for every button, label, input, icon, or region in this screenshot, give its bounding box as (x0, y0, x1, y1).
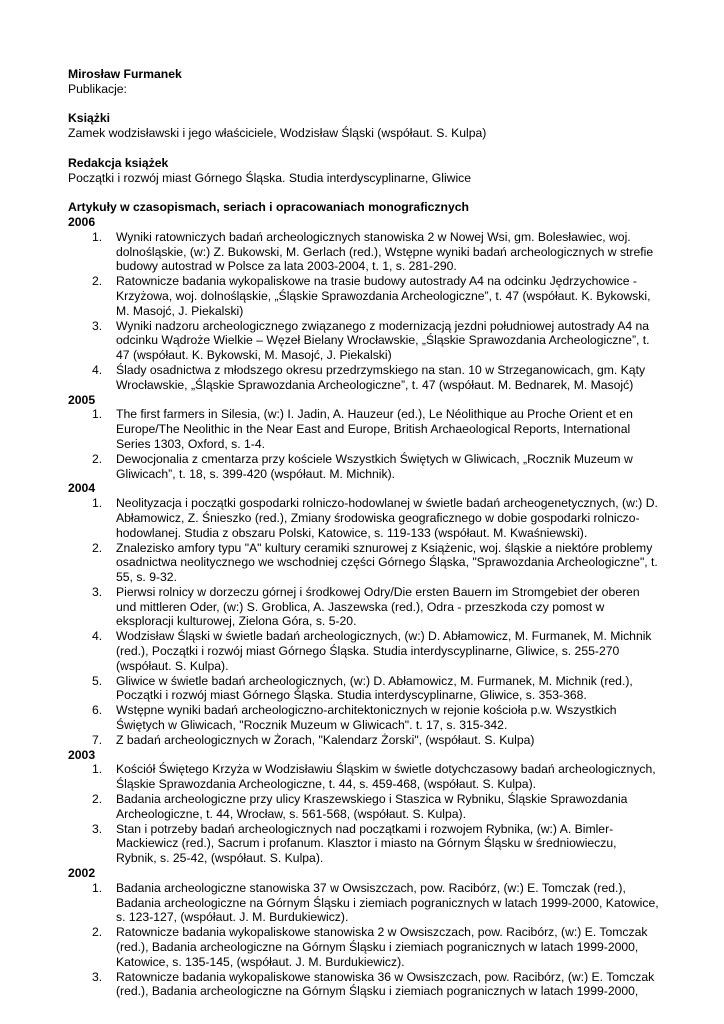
item-text-line: hodowlanej. Studia z obszaru Polski, Katowice, s. 119-133 (współaut. M. Kwaśniewski). (116, 525, 588, 540)
spacer (68, 185, 668, 200)
item-number: 1. (92, 762, 103, 777)
publication-item (92, 792, 668, 822)
item-text-line: 47 (współaut. K. Bykowski, M. Masojć, J. Piekalski) (116, 348, 392, 363)
item-text-line: eksploracji kulturowej, Zielona Góra, s. 5-20. (116, 614, 357, 629)
spacer (68, 97, 668, 112)
year-heading: 2005 (68, 392, 96, 407)
item-number: 3. (92, 584, 103, 599)
item-text-line: Neolityzacja i początki gospodarki rolniczo-hodowlanej w świetle badań archeogenetycznych, (w:) D. (116, 496, 658, 511)
publication-item (92, 584, 668, 629)
books-heading: Książki (68, 111, 111, 126)
year-heading: 2004 (68, 481, 96, 496)
item-text-line: Początki i rozwój miast Górnego Śląska. Studia interdyscyplinarne, Gliwice, s. 353-368. (116, 688, 587, 703)
item-text-line: Krzyżowa, woj. dolnośląskie, „Śląskie Sprawozdania Archeologiczne”, t. 47 (współaut. K. Bykowski, (116, 288, 651, 303)
item-text-line: Wstępne wyniki badań archeologiczno-architektonicznych w rejonie kościoła p.w. Wszystkich (116, 703, 617, 718)
document-page (68, 67, 668, 999)
document-subtitle: Publikacje: (68, 81, 127, 96)
item-text-line: (red.), Początki i rozwój miast Górnego Śląska. Studia interdyscyplinarne, Gliwice, s. 255-270 (116, 644, 620, 659)
item-text-line: Archeologiczne, t. 44, Wrocław, s. 561-568, (współaut. S. Kulpa). (116, 806, 467, 821)
item-number: 3. (92, 821, 103, 836)
publication-list (68, 881, 668, 999)
item-text-line: Mackiewicz (red.), Sacrum i profanum. Klasztor i miasto na Górnym Śląsku w średniowieczu, (116, 836, 617, 851)
item-text-line: Wrocławskie, „Śląskie Sprawozdania Archeologiczne”, t. 47 (współaut. M. Bednarek, M. Masojć) (116, 377, 634, 392)
item-text-line: Ratownicze badania wykopaliskowe stanowiska 2 w Owsiszczach, pow. Racibórz, (w:) E. Tomczak (116, 925, 648, 940)
item-number: 2. (92, 274, 103, 289)
item-text-line: Badania archeologiczne przy ulicy Kraszewskiego i Staszica w Rybniku, Śląskie Sprawozdania (116, 792, 628, 807)
publication-item (92, 496, 668, 540)
item-number: 2. (92, 540, 103, 555)
item-text-line: Series 1303, Oxford, s. 1-4. (116, 436, 266, 451)
item-number: 1. (92, 407, 103, 422)
publication-item (92, 925, 668, 969)
item-number: 6. (92, 703, 103, 718)
item-text-line: Z badań archeologicznych w Żorach, "Kalendarz Żorski", (współaut. S. Kulpa) (116, 732, 535, 747)
item-text-line: Ratownicze badania wykopaliskowe stanowiska 36 w Owsiszczach, pow. Racibórz, (w:) E. Tomczak (116, 969, 655, 984)
item-text-line: Wyniki nadzoru archeologicznego związanego z modernizacją jezdni południowej autostrady A4 na (116, 318, 650, 333)
publication-item (92, 673, 668, 704)
item-text-line: (red.), Badania archeologiczne na Górnym Śląsku i ziemiach pogranicznych w latach 1999-2000, (116, 984, 639, 999)
item-text-line: budowy autostrad w Polsce za lata 2003-2004, t. 1, s. 281-290. (116, 259, 457, 274)
item-text-line: Stan i potrzeby badań archeologicznych nad początkami i rozwojem Rybnika, (w:) A. Bimler- (116, 821, 614, 836)
item-number: 2. (92, 451, 103, 466)
publication-list (68, 762, 668, 866)
item-text-line: The first farmers in Silesia, (w:) I. Jadin, A. Hauzeur (ed.), Le Néolithique au Proche Orient et en (116, 407, 633, 422)
item-number: 2. (92, 792, 103, 807)
item-text-line: (red.), Badania archeologiczne na Górnym Śląsku i ziemiach pogranicznych w latach 1999-2000, (116, 940, 639, 955)
publication-list (68, 230, 668, 393)
item-text-line: Gliwice w świetle badań archeologicznych, (w:) D. Abłamowicz, M. Furmanek, M. Michnik (red.), (116, 673, 633, 688)
item-text-line: 55, s. 9-32. (116, 570, 177, 585)
year-heading: 2006 (68, 214, 96, 229)
item-number: 3. (92, 318, 103, 333)
publication-item (92, 821, 668, 866)
item-text-line: Ratownicze badania wykopaliskowe na trasie budowy autostrady A4 na odcinku Jędrzychowice - (116, 274, 637, 289)
item-number: 4. (92, 362, 103, 377)
year-heading: 2003 (68, 747, 96, 762)
item-number: 1. (92, 496, 103, 511)
item-text-line: Śląskie Sprawozdania Archeologiczne, t. 44, s. 459-468, (współaut. S. Kulpa). (116, 777, 537, 792)
articles-by-year (68, 215, 668, 999)
item-text-line: Abłamowicz, Z. Śnieszko (red.), Zmiany środowiska geograficznego w dobie gospodarki rolniczo- (116, 510, 640, 525)
item-text-line: osadnictwa neolitycznego we wschodniej części Górnego Śląska, "Sprawozdania Archeologiczne", t. (116, 555, 658, 570)
item-number: 3. (92, 969, 103, 984)
edited-books-heading: Redakcja książek (68, 155, 169, 170)
item-number: 2. (92, 925, 103, 940)
spacer (68, 141, 668, 156)
publication-list (68, 496, 668, 748)
publication-item (92, 762, 668, 792)
publication-item (92, 629, 668, 673)
year-heading: 2002 (68, 866, 96, 881)
item-text-line: Kościół Świętego Krzyża w Wodzisławiu Śląskim w świetle dotychczasowy badań archeologicznych, (116, 762, 656, 777)
item-number: 1. (92, 880, 103, 895)
publication-item (92, 703, 668, 733)
item-text-line: Badania archeologiczne stanowiska 37 w Owsiszczach, pow. Racibórz, (w:) E. Tomczak (red.), (116, 880, 626, 895)
item-text-line: Dewocjonalia z cmentarza przy kościele Wszystkich Świętych w Gliwicach, „Rocznik Muzeum w (116, 451, 633, 466)
publication-item (92, 407, 668, 451)
item-text-line: s. 123-127, (współaut. J. M. Burdukiewicz). (116, 910, 349, 925)
item-text-line: dolnośląskie, (w:) Z. Bukowski, M. Gerlach (red.), Wstępne wyniki badań archeologicznych w strefie (116, 244, 654, 259)
publication-item (92, 318, 668, 363)
publication-item (92, 732, 668, 748)
item-number: 5. (92, 673, 103, 688)
publication-item (92, 880, 668, 925)
articles-heading: Artykuły w czasopismach, seriach i opracowaniach monograficznych (68, 200, 469, 215)
item-text-line: (współaut. S. Kulpa). (116, 658, 229, 673)
publication-item (92, 969, 668, 1000)
item-number: 1. (92, 229, 103, 244)
item-text-line: Wyniki ratowniczych badań archeologicznych stanowiska 2 w Nowej Wsi, gm. Bolesławiec, woj. (116, 229, 631, 244)
item-text-line: Pierwsi rolnicy w dorzeczu górnej i środkowej Odry/Die ersten Bauern im Stromgebiet der oberen (116, 584, 640, 599)
item-text-line: odcinku Wądroże Wielkie – Węzeł Bielany Wrocławskie, „Śląskie Sprawozdania Archeologiczne”, t. (116, 333, 650, 348)
publication-item (92, 451, 668, 482)
publication-item (92, 362, 668, 393)
item-text-line: und mittleren Oder, (w:) S. Groblica, A. Jaszewska (red.), Odra - przeszkoda czy pomost w (116, 599, 605, 614)
item-number: 7. (92, 732, 103, 747)
item-text-line: Ślady osadnictwa z młodszego okresu przedrzymskiego na stan. 10 w Strzeganowicach, gm. Kąty (116, 362, 646, 377)
publication-item (92, 274, 668, 318)
item-text-line: Europe/The Neolithic in the Near East and Europe, British Archaeological Reports, International (116, 422, 631, 437)
books-entry: Zamek wodzisławski i jego właściciele, Wodzisław Śląski (współaut. S. Kulpa) (68, 126, 487, 141)
item-text-line: Katowice, s. 135-145, (współaut. J. M. Burdukiewicz). (116, 954, 405, 969)
item-text-line: Rybnik, s. 25-42, (współaut. S. Kulpa). (116, 851, 324, 866)
publication-item (92, 229, 668, 274)
item-text-line: Wodzisław Śląski w świetle badań archeologicznych, (w:) D. Abłamowicz, M. Furmanek, M. Michnik (116, 629, 652, 644)
edited-books-entry: Początki i rozwój miast Górnego Śląska. Studia interdyscyplinarne, Gliwice (68, 170, 472, 185)
author-name: Mirosław Furmanek (68, 67, 182, 81)
item-text-line: Znalezisko amfory typu "A" kultury ceramiki sznurowej z Książenic, woj. śląskie a niektóre problemy (116, 540, 653, 555)
publication-list (68, 407, 668, 481)
publication-item (92, 540, 668, 585)
item-text-line: Badania archeologiczne na Górnym Śląsku i ziemiach pogranicznych w latach 1999-2000, Katowice, (116, 895, 659, 910)
item-number: 4. (92, 629, 103, 644)
item-text-line: Świętych w Gliwicach, "Rocznik Muzeum w Gliwicach". t. 17, s. 315-342. (116, 718, 508, 733)
item-text-line: Gliwicach”, t. 18, s. 399-420 (współaut. M. Michnik). (116, 466, 396, 481)
item-text-line: M. Masojć, J. Piekalski) (116, 303, 244, 318)
